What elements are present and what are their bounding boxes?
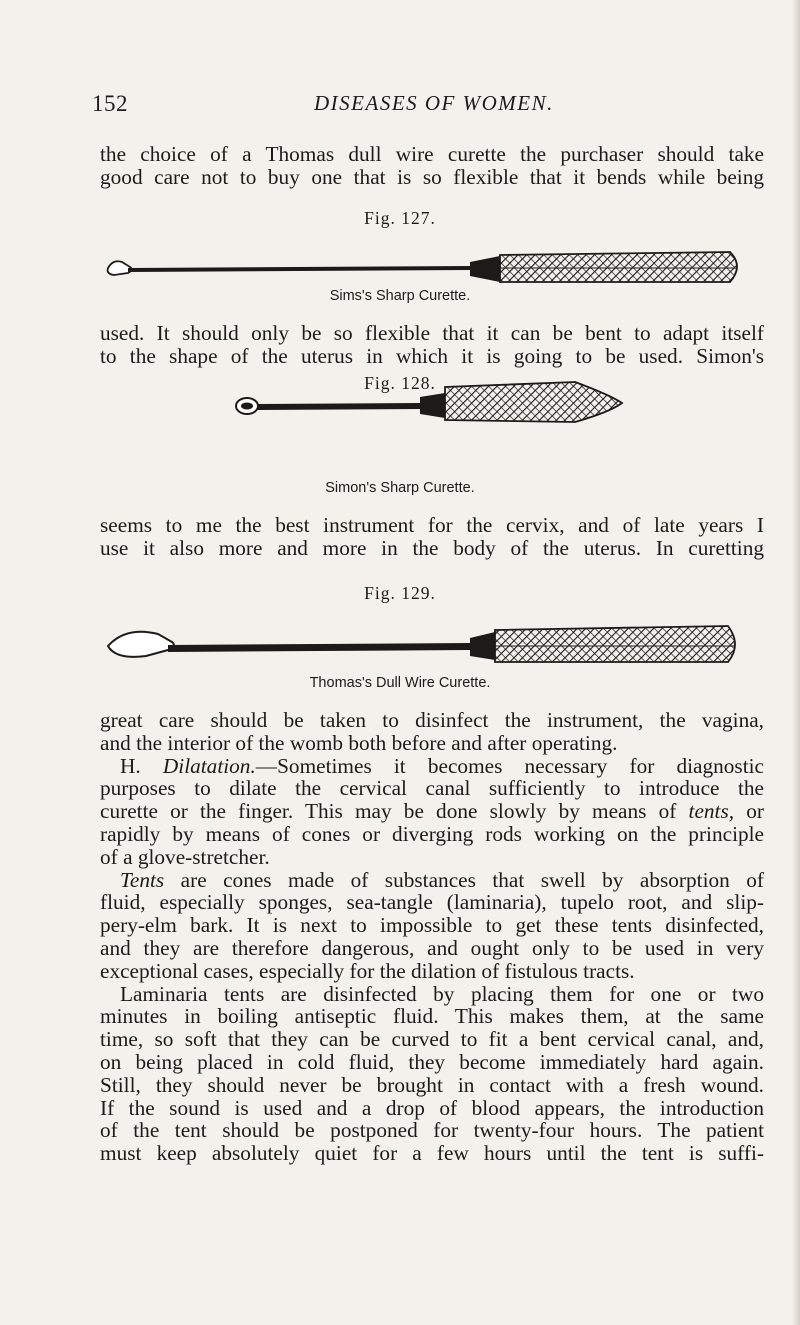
section-title: Dilatation.: [162, 753, 256, 778]
text-line: of a glove-stretcher.: [100, 844, 270, 869]
text-fragment: curette or the finger. This may be done slowly by means of: [100, 799, 677, 824]
text-line: fluid, especially sponges, sea-tangle (laminaria), tupelo root, and slip-: [100, 890, 764, 915]
text-line: and the interior of the womb both before and after operating.: [100, 730, 618, 755]
text-line: of the tent should be postponed for twenty-four hours. The patient: [100, 1118, 764, 1143]
text-line: must keep absolutely quiet for a few hours until the tent is suffi-: [100, 1141, 764, 1166]
paragraph-used: [100, 322, 764, 368]
text-line: Laminaria tents are disinfected by placing them for one or two: [120, 981, 764, 1006]
text-line: Still, they should never be brought in contact with a fresh wound.: [100, 1072, 764, 1097]
figure-128-caption: Simon's Sharp Curette.: [325, 480, 475, 496]
text-line: on being placed in cold fluid, they become immediately hard again.: [100, 1049, 764, 1074]
text-line: [100, 800, 764, 823]
text-line: If the sound is used and a drop of blood appears, the introduction: [100, 1095, 764, 1120]
running-title: DISEASES OF WOMEN.: [314, 91, 554, 115]
text-line: use it also more and more in the body of the uterus. In curetting: [100, 535, 764, 560]
text-line: good care not to buy one that is so flexible that it bends while being: [100, 164, 764, 189]
text-line: great care should be taken to disinfect the instrument, the vagina,: [100, 708, 764, 732]
text-line: used. It should only be so flexible that it can be bent to adapt itself: [100, 321, 764, 345]
page-number: 152: [92, 91, 128, 116]
text-line: seems to me the best instrument for the cervix, and of late years I: [100, 513, 764, 537]
section-h-heading-line: [100, 755, 764, 778]
text-fragment: —Sometimes it becomes necessary for diagnostic: [255, 753, 765, 778]
figure-127-label: Fig. 127.: [364, 208, 436, 228]
text-fragment: are cones made of substances that swell by absorption of: [164, 867, 764, 892]
text-fragment: or: [734, 799, 764, 824]
text-line: the choice of a Thomas dull wire curette the purchaser should take: [100, 142, 764, 166]
text-line: time, so soft that they can be curved to fit a bent cervical canal, and,: [100, 1027, 764, 1052]
paragraph-seems: [100, 514, 764, 560]
emphasis-tents: tents,: [688, 799, 735, 824]
text-line: pery-elm bark. It is next to impossible to get these tents disinfected,: [100, 913, 764, 938]
paragraph-body: [100, 709, 764, 1165]
text-line: and they are therefore dangerous, and ought only to be used in very: [100, 935, 764, 960]
thomas-dull-wire-curette-illustration: [108, 626, 735, 662]
tents-heading-line: [100, 869, 764, 892]
figure-129-label: Fig. 129.: [364, 583, 436, 603]
section-number: H.: [120, 753, 141, 778]
page-header: [92, 91, 712, 123]
text-line: rapidly by means of cones or diverging rods working on the principle: [100, 821, 764, 846]
figure-127-caption: Sims's Sharp Curette.: [329, 288, 471, 304]
text-line: to the shape of the uterus in which it is going to be used. Simon's: [100, 343, 764, 368]
emphasis-tents-term: Tents: [120, 867, 165, 892]
text-line: minutes in boiling antiseptic fluid. This makes them, at the same: [100, 1004, 764, 1029]
figure-129-caption: Thomas's Dull Wire Curette.: [309, 675, 491, 691]
sims-sharp-curette-illustration: [108, 252, 737, 282]
text-line: exceptional cases, especially for the dilation of fistulous tracts.: [100, 958, 635, 983]
figure-128-label: Fig. 128.: [364, 373, 436, 393]
text-line: purposes to dilate the cervical canal sufficiently to introduce the: [100, 776, 764, 801]
paragraph-intro: [100, 143, 764, 189]
page-edge-shadow: [792, 0, 800, 1325]
